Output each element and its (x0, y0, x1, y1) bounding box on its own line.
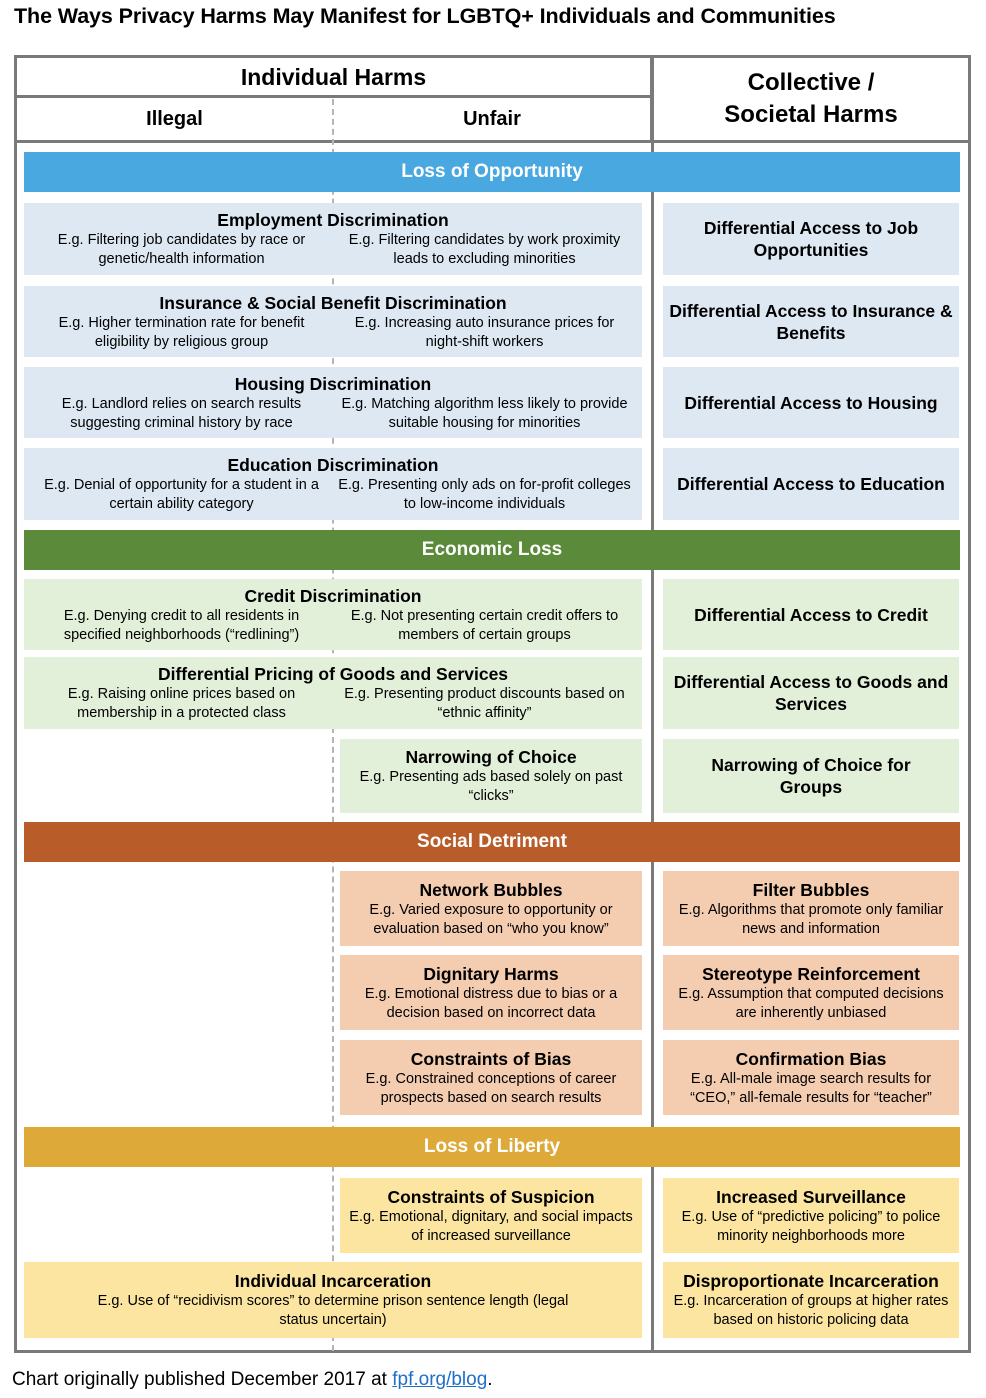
collective-column-divider (651, 141, 654, 1353)
individual-harms-heading: Individual Harms (240, 63, 427, 90)
increased-surveillance-title: Increased Surveillance (716, 1186, 906, 1207)
disproportionate-incarceration-example: E.g. Incarceration of groups at higher rates based on historic policing data (673, 1293, 949, 1328)
dignitary-harms-cell (340, 955, 642, 1030)
confirmation-bias-example: E.g. All-male image search results for “CEO,” all-female results for “teacher” (690, 1070, 932, 1106)
stereotype-reinforcement-title: Stereotype Reinforcement (702, 963, 920, 984)
collective-housing-access-title: Differential Access to Housing (684, 392, 938, 413)
insurance-illegal-example: E.g. Higher termination rate for benefit eligibility by religious group (58, 314, 305, 350)
body-frame-right (968, 141, 971, 1353)
pricing-unfair-example: E.g. Presenting product discounts based on “ethnic affinity” (344, 686, 625, 721)
network-bubbles-example: E.g. Varied exposure to opportunity or evaluation based on “who you know” (369, 901, 613, 937)
credit-discrimination-title: Credit Discrimination (244, 585, 422, 606)
body-frame-left (14, 141, 17, 1353)
collective-credit-access-cell (663, 579, 959, 650)
collective-insurance-access-title: Differential Access to Insurance & Benefits (669, 300, 953, 343)
network-bubbles-cell (340, 871, 642, 946)
employment-illegal-example: E.g. Filtering job candidates by race or genetic/health information (57, 232, 306, 267)
collective-job-access-cell (663, 203, 959, 275)
confirmation-bias-cell (663, 1040, 959, 1115)
increased-surveillance-cell (663, 1178, 959, 1253)
collective-narrowing-cell (663, 739, 959, 813)
increased-surveillance-example: E.g. Use of “predictive policing” to police minority neighborhoods more (681, 1208, 941, 1244)
education-unfair-example: E.g. Presenting only ads on for-profit colleges to low-income individuals (338, 477, 631, 512)
education-discrimination-cell (24, 448, 642, 520)
housing-discrimination-title: Housing Discrimination (234, 373, 432, 394)
employment-discrimination-cell (24, 203, 642, 275)
individual-incarceration-example: E.g. Use of “recidivism scores” to determine prison sentence length (legal status uncertain) (97, 1293, 569, 1328)
disproportionate-incarceration-title: Disproportionate Incarceration (683, 1271, 939, 1291)
constraints-of-bias-example: E.g. Constrained conceptions of career prospects based on search results (365, 1070, 617, 1106)
collective-credit-access-title: Differential Access to Credit (694, 604, 928, 625)
disproportionate-incarceration-cell (663, 1262, 959, 1338)
footer-link[interactable]: fpf.org/blog (392, 1369, 488, 1390)
education-illegal-example: E.g. Denial of opportunity for a student in a certain ability category (44, 477, 319, 512)
filter-bubbles-title: Filter Bubbles (752, 879, 870, 900)
individual-incarceration-title: Individual Incarceration (234, 1271, 432, 1291)
constraints-of-bias-cell (340, 1040, 642, 1115)
stereotype-reinforcement-example: E.g. Assumption that computed decisions are inherently unbiased (678, 985, 944, 1021)
housing-illegal-example: E.g. Landlord relies on search results suggesting criminal history by race (61, 395, 302, 431)
filter-bubbles-cell (663, 871, 959, 946)
employment-discrimination-title: Employment Discrimination (217, 210, 449, 230)
collective-job-access-title: Differential Access to Job Opportunities (703, 218, 919, 260)
credit-illegal-example: E.g. Denying credit to all residents in specified neighborhoods (“redlining”) (63, 607, 300, 643)
illegal-heading: Illegal (146, 108, 203, 130)
credit-discrimination-cell (24, 579, 642, 650)
collective-education-access-cell (663, 448, 959, 520)
collective-goods-access-title: Differential Access to Goods and Services (673, 672, 949, 714)
page-title: The Ways Privacy Harms May Manifest for LGBTQ+ Individuals and Communities (14, 4, 836, 28)
credit-unfair-example: E.g. Not presenting certain credit offers to members of certain groups (350, 607, 619, 643)
collective-insurance-access-cell (663, 286, 959, 357)
stereotype-reinforcement-cell (663, 955, 959, 1030)
dignitary-harms-example: E.g. Emotional distress due to bias or a decision based on incorrect data (364, 985, 618, 1021)
footer-text: Chart originally published December 2017 at (12, 1369, 393, 1390)
insurance-discrimination-title: Insurance & Social Benefit Discrimination (159, 292, 507, 313)
collective-narrowing-title: Narrowing of Choice for Groups (711, 755, 911, 797)
collective-housing-access-cell (663, 367, 959, 438)
band-social-detriment: Social Detriment (24, 822, 960, 862)
narrowing-of-choice-title: Narrowing of Choice (405, 747, 577, 767)
education-discrimination-title: Education Discrimination (227, 455, 439, 475)
collective-heading-line2: Societal Harms (724, 101, 898, 128)
individual-incarceration-cell (24, 1262, 642, 1338)
footer-note (12, 1369, 493, 1391)
network-bubbles-title: Network Bubbles (419, 879, 563, 900)
collective-education-access-title: Differential Access to Education (677, 474, 945, 494)
collective-heading-line1: Collective / (747, 69, 875, 96)
band-loss-of-liberty: Loss of Liberty (24, 1127, 960, 1167)
narrowing-of-choice-cell (340, 739, 642, 813)
band-loss-of-opportunity: Loss of Opportunity (24, 152, 960, 192)
insurance-discrimination-cell (24, 286, 642, 357)
constraints-of-suspicion-example: E.g. Emotional, dignitary, and social impacts of increased surveillance (349, 1208, 633, 1244)
differential-pricing-cell (24, 657, 642, 729)
constraints-of-suspicion-title: Constraints of Suspicion (387, 1186, 595, 1207)
pricing-illegal-example: E.g. Raising online prices based on membership in a protected class (67, 686, 296, 721)
collective-goods-access-cell (663, 657, 959, 729)
employment-unfair-example: E.g. Filtering candidates by work proximity leads to excluding minorities (348, 232, 621, 267)
band-economic-loss: Economic Loss (24, 530, 960, 570)
narrowing-of-choice-example: E.g. Presenting ads based solely on past “clicks” (359, 769, 623, 804)
confirmation-bias-title: Confirmation Bias (735, 1048, 887, 1069)
housing-discrimination-cell (24, 367, 642, 438)
footer-suffix: . (487, 1369, 493, 1390)
housing-unfair-example: E.g. Matching algorithm less likely to provide suitable housing for minorities (341, 395, 628, 431)
dignitary-harms-title: Dignitary Harms (423, 963, 559, 984)
constraints-of-suspicion-cell (340, 1178, 642, 1253)
body-frame-bottom (14, 1350, 971, 1353)
differential-pricing-title: Differential Pricing of Goods and Services (157, 664, 509, 684)
filter-bubbles-example: E.g. Algorithms that promote only familiar news and information (678, 901, 944, 937)
unfair-heading: Unfair (463, 108, 521, 130)
insurance-unfair-example: E.g. Increasing auto insurance prices for night-shift workers (354, 314, 615, 350)
constraints-of-bias-title: Constraints of Bias (410, 1048, 572, 1069)
collective-harms-heading (654, 58, 968, 140)
